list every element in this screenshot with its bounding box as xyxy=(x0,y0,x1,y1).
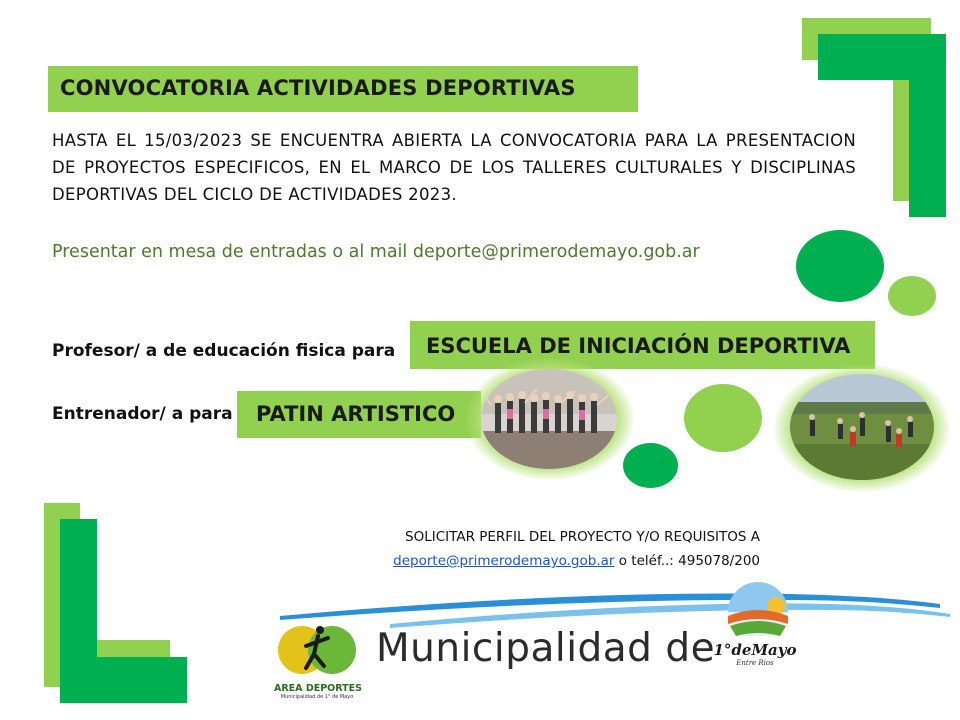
town-logo-sub: Entre Rios xyxy=(736,659,774,667)
area-deportes-logo xyxy=(274,620,360,702)
field-photo-art xyxy=(790,374,934,480)
deco-bar-right-dark xyxy=(909,34,946,217)
deco-bar-bottom-dark xyxy=(60,657,187,703)
contact-info xyxy=(330,525,760,573)
municipality-name: Municipalidad de xyxy=(376,626,716,671)
position-program-1: ESCUELA DE INICIACIÓN DEPORTIVA xyxy=(426,334,851,358)
announcement-text: HASTA EL 15/03/2023 SE ENCUENTRA ABIERTA LA CONVOCATORIA PARA LA PRESENTACION DE PROYECTOS ESPECIFICOS, EN EL MARCO DE LOS TALLERES CULTURALES Y DISCIPLINAS DEPORTIVAS DEL CICLO DE ACTIVIDADES 2023. xyxy=(52,131,856,204)
town-logo xyxy=(700,576,810,676)
skating-photo-art xyxy=(481,369,617,469)
field-training-photo xyxy=(790,374,934,480)
deco-circle-small-light xyxy=(888,276,936,316)
page-title: CONVOCATORIA ACTIVIDADES DEPORTIVAS xyxy=(60,76,576,100)
athlete-emblem-icon xyxy=(274,620,360,676)
position-program-2: PATIN ARTISTICO xyxy=(256,402,456,426)
town-logo-text: 1°deMayo xyxy=(713,641,797,659)
area-deportes-sub: Municipalidad de 1° de Mayo xyxy=(280,694,354,700)
solicit-line: SOLICITAR PERFIL DEL PROYECTO Y/O REQUISITOS A xyxy=(405,529,760,545)
position-role-2: Entrenador/ a para xyxy=(52,404,233,424)
deco-circle-large-dark xyxy=(796,230,884,302)
position-role-1: Profesor/ a de educación fisica para xyxy=(52,341,396,361)
deco-circle-mid-light xyxy=(684,384,762,452)
contact-email-link[interactable]: deporte@primerodemayo.gob.ar xyxy=(393,553,615,569)
submission-instructions: Presentar en mesa de entradas o al mail deporte@primerodemayo.gob.ar xyxy=(52,242,700,262)
deco-circle-small-dark xyxy=(623,443,678,488)
skating-group-photo xyxy=(481,369,617,469)
sun-field-emblem-icon xyxy=(700,576,810,636)
contact-phone: o teléf..: 495078/200 xyxy=(614,553,760,569)
area-deportes-label: AREA DEPORTES xyxy=(274,683,362,694)
